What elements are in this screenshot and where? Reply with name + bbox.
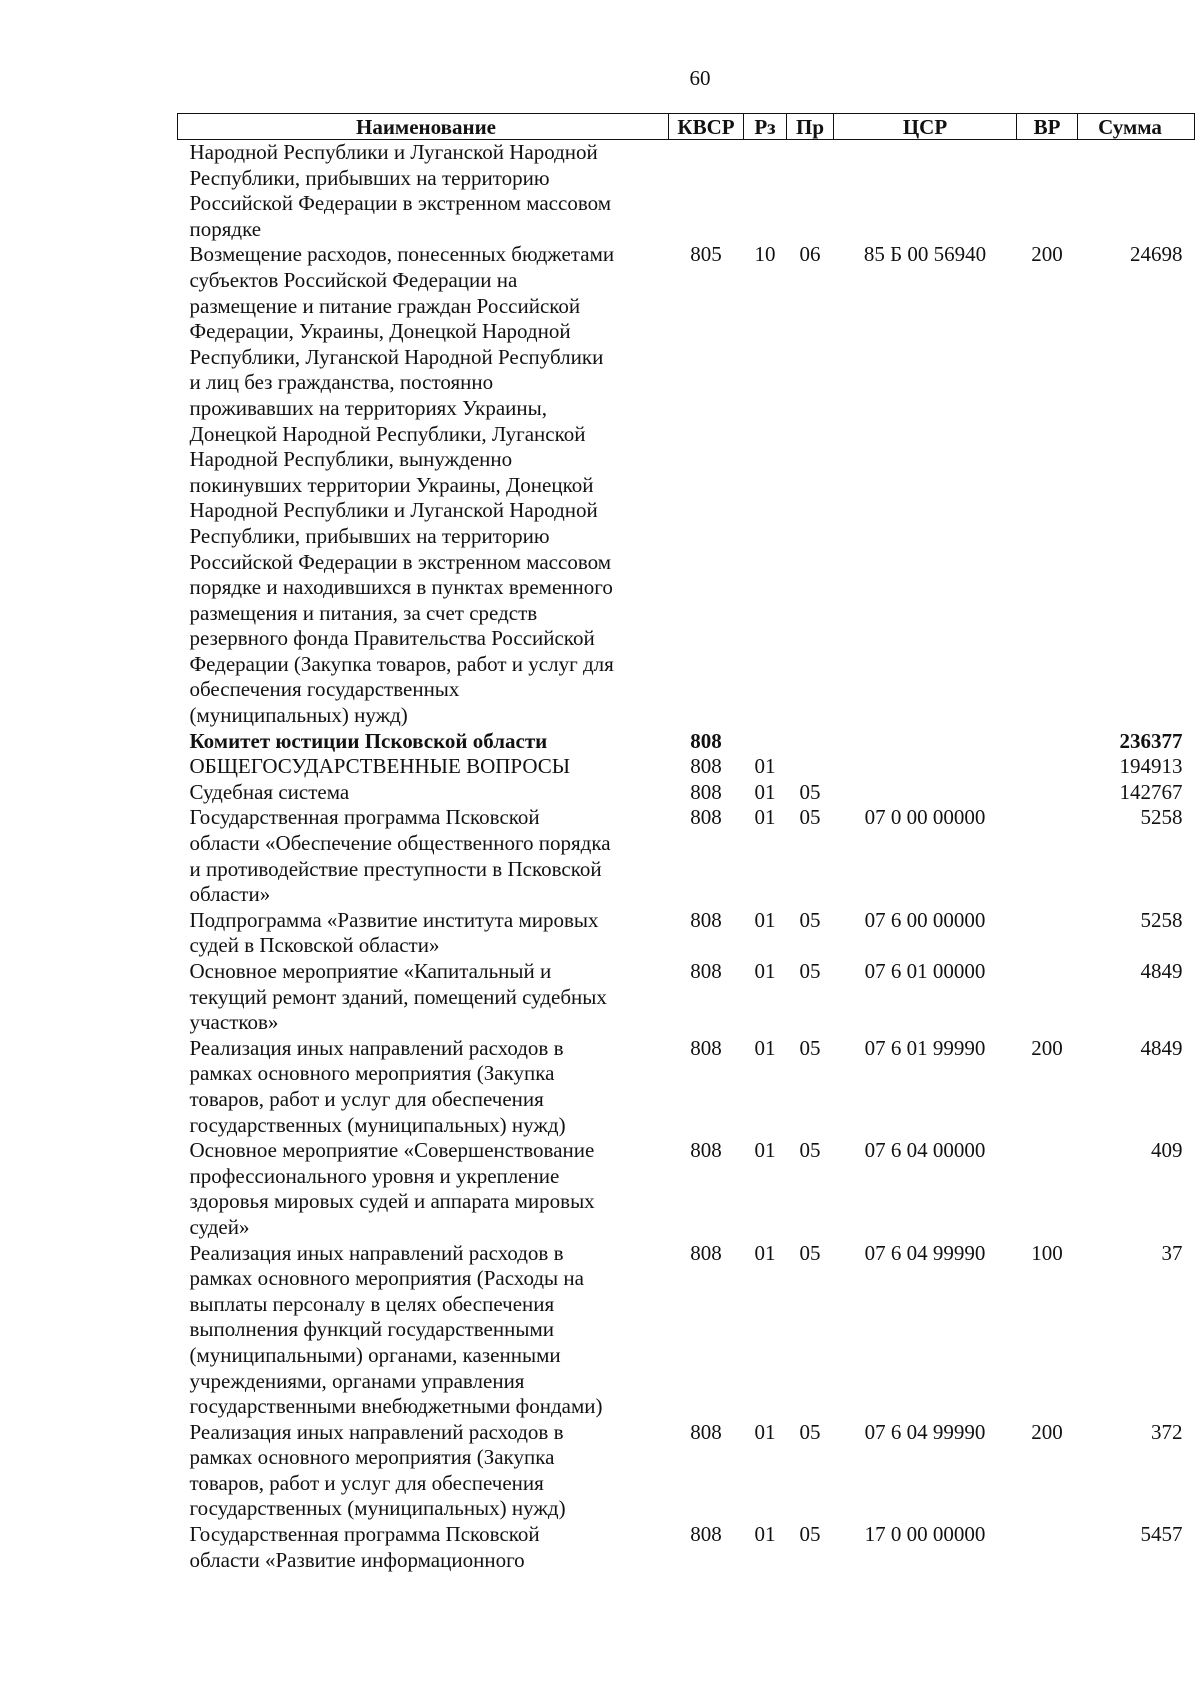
cell-rz: 01: [754, 1035, 776, 1060]
table-header-row: [178, 114, 1195, 140]
cell-sum: 4849: [1140, 959, 1183, 983]
cell-kvsr: 808: [690, 1035, 722, 1060]
table-row: [178, 1241, 1195, 1420]
cell-name: Возмещение расходов, понесенных бюджетами субъектов Российской Федерации на размещение и питание граждан Российской Федерации, Украины, Донецкой Народной Республики, Луганской Народной Республики и лиц без гражданства, постоянно проживавших на территориях Украины, Донецкой Народной Республики, Луганской Народной Республики, вынужденно покинувших территории Украины, Донецкой Народной Республики и Луганской Народной Республики, прибывших на территорию Российской Федерации в экстренном массовом порядке и находившихся в пунктах временного размещения и питания, за счет средств резервного фонда Правительства Российской Федерации (Закупка товаров, работ и услуг для обеспечения государственных (муниципальных) нужд): [189, 242, 615, 728]
table-row: [178, 242, 1195, 728]
cell-rz: 01: [754, 779, 776, 804]
cell-name: Основное мероприятие «Совершенствование профессионального уровня и укрепление здоровья мировых судей и аппарата мировых судей»: [189, 1138, 595, 1239]
cell-kvsr: 808: [690, 754, 722, 779]
cell-kvsr: 808: [690, 907, 722, 932]
cell-sum: 5258: [1140, 805, 1183, 830]
cell-csr: [834, 780, 1017, 806]
cell-csr: 17 0 00 00000: [864, 1522, 986, 1547]
cell-vr: [1017, 729, 1078, 755]
cell-kvsr: 808: [690, 1419, 722, 1444]
cell-csr: 07 6 04 00000: [864, 1138, 986, 1163]
cell-csr: 07 6 01 99990: [864, 1035, 986, 1060]
cell-sum: 142767: [1119, 779, 1183, 804]
cell-csr: 07 6 04 99990: [864, 1240, 986, 1265]
cell-name: Реализация иных направлений расходов в рамках основного мероприятия (Закупка товаров, работ и услуг для обеспечения государственных (муниципальных) нужд): [189, 1035, 566, 1137]
cell-vr: [1017, 908, 1078, 959]
cell-pr: 05: [799, 805, 821, 830]
table-row: [178, 140, 1195, 243]
cell-kvsr: 808: [690, 779, 722, 804]
cell-sum: 409: [1151, 1138, 1183, 1163]
table-row: [178, 780, 1195, 806]
cell-rz: [744, 729, 787, 755]
cell-csr: 07 6 04 99990: [864, 1419, 986, 1444]
column-header-kvsr: КВСР: [669, 114, 744, 140]
cell-kvsr: 808: [690, 1522, 722, 1547]
cell-pr: [787, 729, 834, 755]
cell-csr: [834, 729, 1017, 755]
cell-rz: 01: [754, 1522, 776, 1547]
cell-name: Реализация иных направлений расходов в рамках основного мероприятия (Закупка товаров, работ и услуг для обеспечения государственных (муниципальных) нужд): [189, 1419, 566, 1521]
table-row: [178, 959, 1195, 1036]
cell-name: Реализация иных направлений расходов в рамках основного мероприятия (Расходы на выплаты персоналу в целях обеспечения выполнения функций государственными (муниципальными) органами, казенными учреждениями, органами управления государственными внебюджетными фондами): [189, 1240, 603, 1419]
cell-vr: [1017, 754, 1078, 780]
cell-name: Государственная программа Псковской области «Развитие информационного: [189, 1522, 540, 1572]
cell-kvsr: 808: [690, 959, 722, 983]
cell-sum: 24698: [1130, 242, 1183, 267]
cell-vr: [1017, 959, 1078, 1036]
cell-pr: 05: [799, 1419, 821, 1444]
cell-csr: 85 Б 00 56940: [863, 242, 987, 267]
table-row: [178, 1138, 1195, 1240]
cell-vr: 200: [1031, 1419, 1063, 1444]
column-header-name: Наименование: [178, 114, 669, 140]
table-row: [178, 908, 1195, 959]
cell-sum: 372: [1151, 1419, 1183, 1444]
table-row: [178, 805, 1195, 907]
cell-rz: 10: [754, 242, 776, 267]
cell-name: Судебная система: [189, 779, 350, 804]
cell-rz: 01: [754, 805, 776, 830]
table-row: [178, 754, 1195, 780]
cell-rz: 01: [754, 754, 776, 779]
column-header-csr: ЦСР: [834, 114, 1017, 140]
cell-name: Государственная программа Псковской области «Обеспечение общественного порядка и противодействие преступности в Псковской области»: [189, 805, 611, 907]
cell-csr: 07 0 00 00000: [864, 805, 986, 830]
table-row: [178, 1036, 1195, 1138]
cell-kvsr: 805: [690, 242, 722, 267]
cell-kvsr: [669, 140, 744, 243]
cell-pr: [787, 754, 834, 780]
cell-csr: 07 6 01 00000: [864, 959, 986, 983]
cell-name: Народной Республики и Луганской Народной Республики, прибывших на территорию Российской Федерации в экстренном массовом порядке: [189, 140, 611, 241]
page-number: 60: [689, 66, 711, 90]
cell-vr: [1017, 1138, 1078, 1240]
cell-pr: 05: [799, 779, 821, 804]
cell-pr: 06: [799, 242, 821, 267]
cell-sum: 37: [1161, 1240, 1183, 1265]
cell-name: ОБЩЕГОСУДАРСТВЕННЫЕ ВОПРОСЫ: [189, 754, 571, 779]
cell-sum: 5258: [1140, 907, 1183, 932]
column-header-pr: Пр: [787, 114, 834, 140]
cell-pr: [787, 140, 834, 243]
cell-vr: [1017, 1522, 1078, 1573]
cell-kvsr: 808: [690, 805, 722, 830]
cell-sum: 236377: [1119, 728, 1183, 753]
table-row: [178, 1420, 1195, 1522]
column-header-rz: Рз: [744, 114, 787, 140]
table-body: [178, 140, 1195, 1574]
cell-rz: 01: [754, 907, 776, 932]
cell-rz: 01: [754, 959, 776, 983]
cell-name: Комитет юстиции Псковской области: [189, 728, 548, 753]
cell-name: Основное мероприятие «Капитальный и текущий ремонт зданий, помещений судебных участков»: [189, 959, 607, 1035]
cell-pr: 05: [799, 1522, 821, 1547]
cell-sum: 4849: [1140, 1035, 1183, 1060]
cell-kvsr: 808: [690, 1138, 722, 1163]
cell-pr: 05: [799, 959, 821, 983]
budget-table: [177, 113, 1195, 1573]
cell-vr: [1017, 805, 1078, 907]
cell-sum: 5457: [1140, 1522, 1183, 1547]
cell-sum: [1078, 140, 1195, 243]
cell-rz: 01: [754, 1240, 776, 1265]
cell-rz: [744, 140, 787, 243]
cell-kvsr: 808: [690, 1240, 722, 1265]
cell-name: Подпрограмма «Развитие института мировых судей в Псковской области»: [189, 907, 599, 958]
cell-csr: [834, 140, 1017, 243]
cell-pr: 05: [799, 907, 821, 932]
cell-pr: 05: [799, 1138, 821, 1163]
cell-kvsr: 808: [690, 728, 722, 753]
table-row: [178, 729, 1195, 755]
cell-rz: 01: [754, 1419, 776, 1444]
cell-sum: 194913: [1119, 754, 1183, 779]
cell-vr: [1017, 780, 1078, 806]
cell-csr: 07 6 00 00000: [864, 907, 986, 932]
cell-pr: 05: [799, 1240, 821, 1265]
cell-vr: [1017, 140, 1078, 243]
cell-pr: 05: [799, 1035, 821, 1060]
table-row: [178, 1522, 1195, 1573]
cell-vr: 200: [1031, 242, 1063, 267]
column-header-sum: Сумма: [1078, 114, 1195, 140]
cell-rz: 01: [754, 1138, 776, 1163]
column-header-vr: ВР: [1017, 114, 1078, 140]
cell-vr: 200: [1031, 1035, 1063, 1060]
cell-csr: [834, 754, 1017, 780]
cell-vr: 100: [1031, 1240, 1063, 1265]
